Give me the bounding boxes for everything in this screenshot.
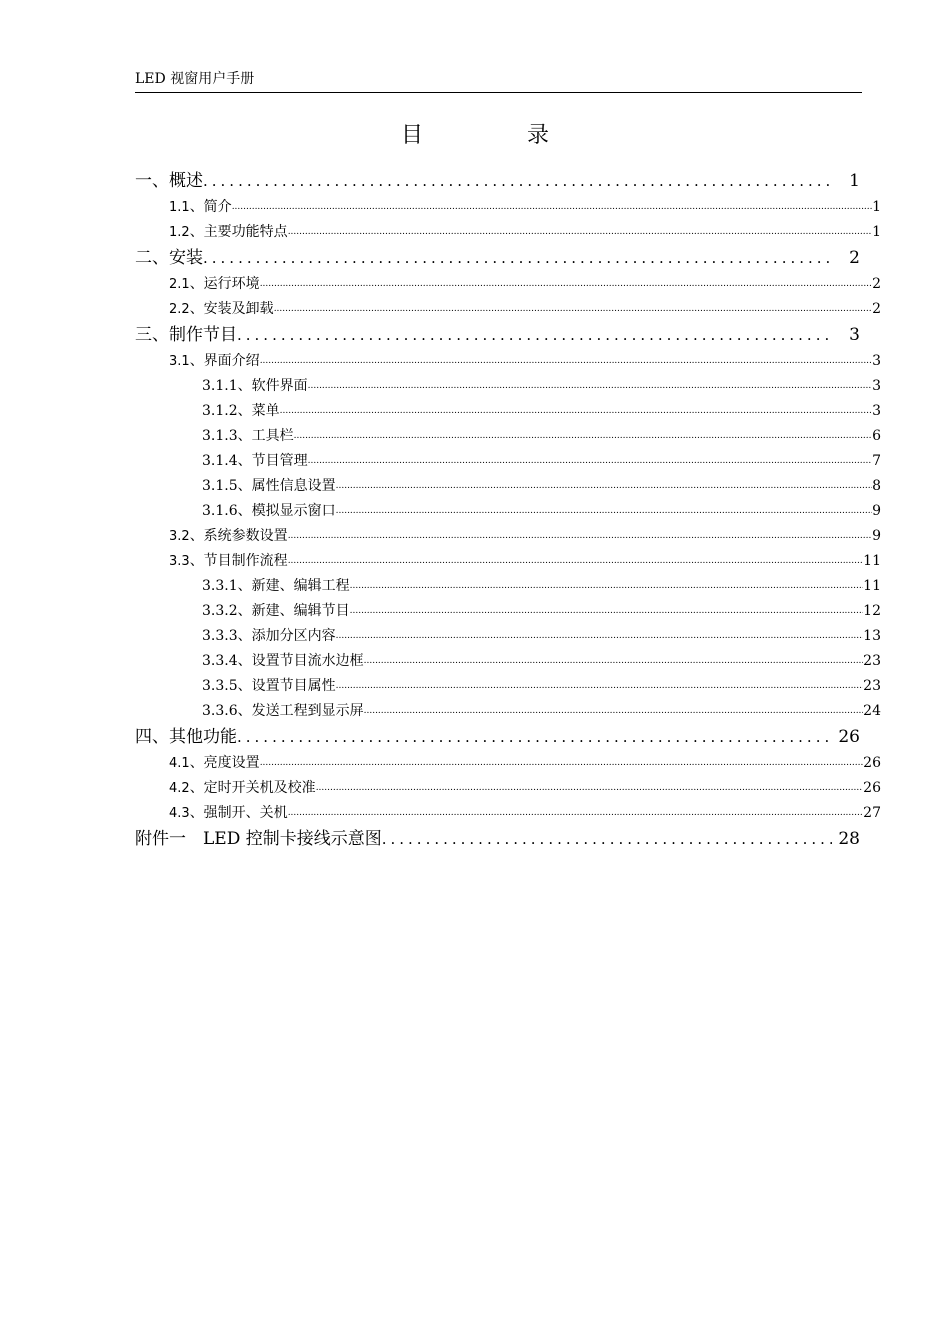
toc-entry-label bbox=[169, 801, 288, 826]
toc-entry-label: 3.1.3、工具栏 bbox=[202, 428, 294, 444]
toc-dot-leader bbox=[336, 624, 864, 649]
toc-entry[interactable] bbox=[135, 195, 881, 220]
toc-entry-label: 三、制作节目 bbox=[135, 325, 237, 345]
toc-entry[interactable] bbox=[135, 801, 881, 826]
toc-entry[interactable] bbox=[135, 349, 881, 374]
toc-page-number: 3 bbox=[849, 325, 860, 345]
toc-page-number: 27 bbox=[863, 805, 881, 821]
toc-entry[interactable] bbox=[135, 374, 881, 399]
toc-entry[interactable] bbox=[135, 220, 881, 245]
toc-dot-leader bbox=[364, 649, 864, 674]
toc-entry[interactable] bbox=[135, 399, 881, 424]
toc-entry-number: 3.2 bbox=[169, 529, 190, 544]
toc-entry-label: 3.3.1、新建、编辑工程 bbox=[202, 578, 350, 594]
toc-entry-label: 3.3.4、设置节目流水边框 bbox=[202, 653, 364, 669]
toc-dot-leader bbox=[280, 399, 872, 424]
toc-page-number: 1 bbox=[849, 171, 860, 191]
toc-page-number: 12 bbox=[863, 603, 881, 619]
toc-page-number: 2 bbox=[849, 248, 860, 268]
toc-entry-label: 3.3.2、新建、编辑节目 bbox=[202, 603, 350, 619]
toc-page-number: 7 bbox=[872, 453, 881, 469]
toc-entry[interactable] bbox=[135, 724, 860, 751]
toc-entry[interactable] bbox=[135, 474, 881, 499]
toc-entry-text: 、安装及卸载 bbox=[189, 301, 274, 317]
toc-entry-label: 3.3.6、发送工程到显示屏 bbox=[202, 703, 364, 719]
toc-entry-label: 一、概述 bbox=[135, 171, 203, 191]
toc-page-number: 24 bbox=[863, 703, 881, 719]
toc-entry-label: 3.1.2、菜单 bbox=[202, 403, 280, 419]
toc-page-number: 9 bbox=[872, 528, 881, 544]
toc-entry-number: 2.2 bbox=[169, 302, 190, 317]
toc-dot-leader bbox=[203, 245, 832, 272]
toc-entry-label bbox=[169, 272, 260, 297]
toc-entry-label bbox=[169, 297, 274, 322]
toc-page-number: 2 bbox=[872, 301, 881, 317]
toc-dot-leader bbox=[364, 699, 864, 724]
toc-entry-number: 2.1 bbox=[169, 277, 190, 292]
toc-dot-leader bbox=[237, 724, 832, 751]
toc-entry-label: 3.1.1、软件界面 bbox=[202, 378, 308, 394]
toc-dot-leader bbox=[316, 776, 863, 801]
toc-dot-leader bbox=[350, 574, 864, 599]
toc-entry[interactable] bbox=[135, 168, 860, 195]
toc-entry[interactable] bbox=[135, 524, 881, 549]
toc-dot-leader bbox=[294, 424, 872, 449]
toc-dot-leader bbox=[350, 599, 864, 624]
toc-page-number: 2 bbox=[872, 276, 881, 292]
toc-dot-leader bbox=[274, 297, 872, 322]
toc-page-number: 26 bbox=[863, 755, 881, 771]
toc-entry-label: 二、安装 bbox=[135, 248, 203, 268]
toc-entry-label: 四、其他功能 bbox=[135, 727, 237, 747]
toc-entry[interactable] bbox=[135, 574, 881, 599]
toc-entry-label bbox=[169, 349, 260, 374]
toc-entry-label: 3.1.4、节目管理 bbox=[202, 453, 308, 469]
toc-entry-text: 、定时开关机及校准 bbox=[189, 780, 316, 796]
toc-entry[interactable] bbox=[135, 549, 881, 574]
toc-entry[interactable] bbox=[135, 424, 881, 449]
toc-page-number: 26 bbox=[838, 727, 860, 747]
toc-entry-label bbox=[169, 751, 260, 776]
toc-dot-leader bbox=[336, 674, 864, 699]
toc-dot-leader bbox=[308, 374, 872, 399]
toc-entry-text: 、界面介绍 bbox=[189, 353, 260, 369]
toc-dot-leader bbox=[237, 322, 832, 349]
toc-dot-leader bbox=[288, 524, 872, 549]
table-of-contents bbox=[135, 168, 881, 853]
toc-entry-number: 3.1 bbox=[169, 354, 190, 369]
toc-page-number: 26 bbox=[863, 780, 881, 796]
toc-entry[interactable] bbox=[135, 751, 881, 776]
toc-page-number: 23 bbox=[863, 678, 881, 694]
toc-page-number: 3 bbox=[872, 378, 881, 394]
toc-entry-label bbox=[169, 220, 288, 245]
toc-entry[interactable] bbox=[135, 297, 881, 322]
toc-entry-number: 1.1 bbox=[169, 200, 190, 215]
toc-dot-leader bbox=[382, 826, 832, 853]
toc-entry[interactable] bbox=[135, 624, 881, 649]
toc-page-number: 9 bbox=[872, 503, 881, 519]
toc-dot-leader bbox=[260, 349, 872, 374]
header-title: LED 视窗用户手册 bbox=[135, 71, 255, 87]
toc-page-number: 13 bbox=[863, 628, 881, 644]
toc-entry-text: 、简介 bbox=[189, 199, 232, 215]
toc-page-number: 6 bbox=[872, 428, 881, 444]
toc-title-left: 目 bbox=[400, 123, 423, 148]
toc-dot-leader bbox=[288, 220, 872, 245]
toc-page-number: 1 bbox=[872, 224, 881, 240]
toc-page-number: 11 bbox=[863, 553, 881, 569]
toc-entry-label bbox=[169, 776, 316, 801]
toc-page-number: 1 bbox=[872, 199, 881, 215]
toc-entry-number: 3.3 bbox=[169, 554, 190, 569]
toc-entry-number: 1.2 bbox=[169, 225, 190, 240]
toc-dot-leader bbox=[288, 549, 863, 574]
toc-dot-leader bbox=[232, 195, 872, 220]
page-header bbox=[135, 70, 862, 93]
toc-entry[interactable] bbox=[135, 674, 881, 699]
toc-entry-label bbox=[169, 549, 288, 574]
toc-entry[interactable] bbox=[135, 649, 881, 674]
toc-entry[interactable] bbox=[135, 776, 881, 801]
toc-page-number: 8 bbox=[872, 478, 881, 494]
toc-dot-leader bbox=[260, 751, 863, 776]
toc-entry[interactable] bbox=[135, 449, 881, 474]
toc-entry-text: 、亮度设置 bbox=[189, 755, 260, 771]
toc-entry-label: 附件一 LED 控制卡接线示意图 bbox=[135, 829, 382, 849]
toc-page-number: 23 bbox=[863, 653, 881, 669]
toc-title bbox=[0, 122, 950, 150]
toc-entry[interactable] bbox=[135, 499, 881, 524]
toc-entry[interactable] bbox=[135, 322, 860, 349]
toc-page-number: 3 bbox=[872, 353, 881, 369]
toc-dot-leader bbox=[260, 272, 872, 297]
toc-title-right: 录 bbox=[527, 123, 550, 148]
toc-entry-label: 3.3.5、设置节目属性 bbox=[202, 678, 336, 694]
toc-entry-label: 3.1.6、模拟显示窗口 bbox=[202, 503, 336, 519]
toc-page-number: 11 bbox=[863, 578, 881, 594]
toc-entry-label: 3.3.3、添加分区内容 bbox=[202, 628, 336, 644]
toc-entry-text: 、节目制作流程 bbox=[189, 553, 288, 569]
toc-entry[interactable] bbox=[135, 699, 881, 724]
toc-entry[interactable] bbox=[135, 245, 860, 272]
toc-entry[interactable] bbox=[135, 272, 881, 297]
toc-dot-leader bbox=[203, 168, 832, 195]
toc-entry-text: 、运行环境 bbox=[189, 276, 260, 292]
toc-entry-number: 4.3 bbox=[169, 806, 190, 821]
toc-entry-number: 4.2 bbox=[169, 781, 190, 796]
toc-entry[interactable] bbox=[135, 826, 860, 853]
toc-entry-number: 4.1 bbox=[169, 756, 190, 771]
toc-dot-leader bbox=[336, 499, 872, 524]
toc-page-number: 3 bbox=[872, 403, 881, 419]
toc-entry-label bbox=[169, 195, 232, 220]
toc-dot-leader bbox=[288, 801, 863, 826]
toc-entry-label: 3.1.5、属性信息设置 bbox=[202, 478, 336, 494]
toc-dot-leader bbox=[308, 449, 872, 474]
toc-entry-label bbox=[169, 524, 288, 549]
toc-entry[interactable] bbox=[135, 599, 881, 624]
toc-dot-leader bbox=[336, 474, 872, 499]
toc-entry-text: 、强制开、关机 bbox=[189, 805, 288, 821]
toc-entry-text: 、主要功能特点 bbox=[189, 224, 288, 240]
toc-page-number: 28 bbox=[838, 829, 860, 849]
toc-entry-text: 、系统参数设置 bbox=[189, 528, 288, 544]
